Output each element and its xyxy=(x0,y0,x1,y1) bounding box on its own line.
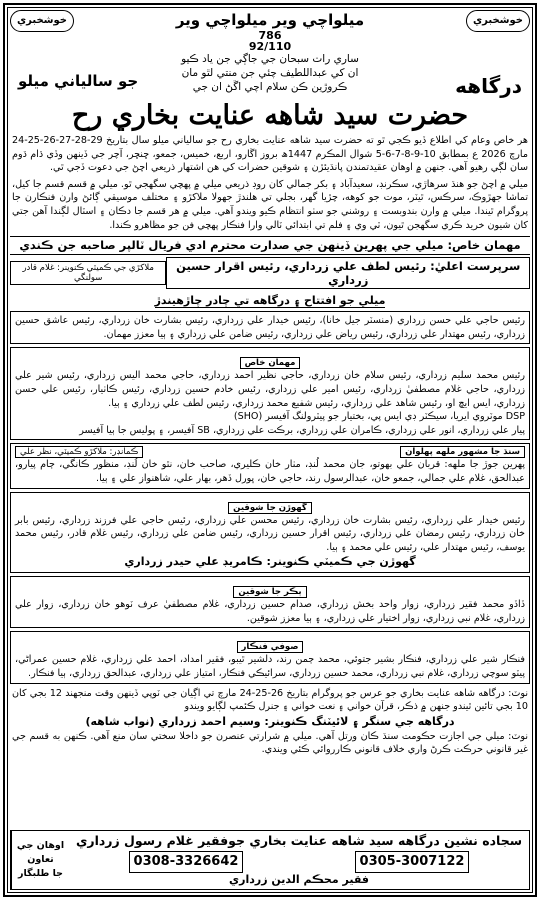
horses-label: گهوڙن جا شوقين xyxy=(228,502,312,514)
horse-committee-line: گهوڙن جي ڪميٽي ڪنوينر: ڪامريڊ علي حيدر زرداري xyxy=(124,555,416,569)
phone-number-2: 0308-3326642 xyxy=(129,851,244,873)
dsp-line: DSP موٽروي ايريا، سيڪٽر ڊي ايس پي، بختيار جو پيٽرولنگ آفيسر (SHO) xyxy=(233,411,525,423)
section-music xyxy=(10,631,530,683)
wrestlers-text: پهرين جوڙ جا ملهه: قربان علي بهوتو، جان محمد لُنڊ، مٺار خان ڪليري، صاحب خان، نٿو خان لُنڊ، منظور ڪانگي، ڄام پيارو، عبدالحق، غلام علي جمالي، جمعو خان، عبدالرسول رند، حاجي خان، ڀورل ڏهر، بهار علي، شاهنواز علي ۽ ٻيا. xyxy=(15,459,525,484)
opening-heading: ميلي جو افتتاح ۽ درگاهه تي چادر چاڙهيندڙ xyxy=(154,294,386,308)
good-news-badge-left: خوشخبري xyxy=(10,10,74,32)
code-number: 92/110 xyxy=(248,40,292,53)
section-horses xyxy=(10,492,530,574)
phone-number-1: 0305-3007122 xyxy=(355,851,470,873)
patron-row xyxy=(10,257,530,289)
good-news-badge-right: خوشخبري xyxy=(466,10,530,32)
dargah-label: درگاهه xyxy=(455,74,522,98)
opening-guests-text: رئيس حاجي علي حسن زرداري (منسٽر جيل خانا)، رئيس خيدار علي زرداري، رئيس بشارت خان زرداري، رئيس عاشق حسين زرداري، رئيس مهتدار علي زرداري، رئيس رياض علي زرداري، رئيس ضامن علي زرداري ۽ ٻيا معزز مهمان. xyxy=(15,315,525,340)
sb-line: پيار علي زرداري، انور علي زرداري، ڪامران علي زرداري، برڪت علي زرداري، SB آفيسر، ۽ پوليس جا ٻيا آفيسر xyxy=(79,424,525,436)
footer-main xyxy=(69,831,529,889)
patron-box: سرپرست اعليٰ: رئيس لطف علي زرداري، رئيس اقرار حسين زرداري xyxy=(166,257,530,289)
intro-paragraph: هر خاص وعام کي اطلاع ڏيو ڪجي ٿو ته حضرت سيد شاهه عنايت بخاري رح جو سالياني ميلو سال بتاريخ 29-28-27-26-25-24 مارچ 2026 ع بمطابق 10-9-8-7-6-5 شوال المڪرم 1447ھ بروز اڱارو، اربع، خميس، جمعو، ڇنڇر، آچر جي ڏينهن وڏي ڌام ڌوم سان لڳي رهيو آهي. جنهن ۾ اوهان عقيدتمندن پانڌيئڙن ۽ شوقين حضرات کي هن اشتهار ذريعي اچڻ جي دعوت ڏجي ٿي. xyxy=(12,135,528,174)
wrestlers-note: ڪمانڊر: ملاکڙو ڪميٽي، نظر علي xyxy=(15,446,143,458)
poster-content xyxy=(10,10,530,890)
mela-name: جو سالياني ميلو xyxy=(18,72,139,90)
bismillah-number: 786 xyxy=(258,29,282,42)
singers-line: درگاهه جي سنگر ۽ لائيٽنگ ڪنوينر: وسيم احمد زرداري (نواب شاهه) xyxy=(85,714,455,728)
special-guests-text: رئيس محمد سليم زرداري، رئيس سلام خان زرداري، حاجي نظير احمد زرداري، حاجي محمد اليس زرداري، رئيس شير علي زرداري، حاجي غلام مصطفيٰ زرداري، رئيس امير علي زرداري، رئيس خادم حسين زرداري، رئيس ڪاٺيار، رئيس علي حسن زرداري، ايس ايڇ او، رئيس شاهد علي زرداري، رئيس شفيع محمد زرداري، رئيس لطف علي زرداري ۽ ٻيا. xyxy=(15,370,525,409)
main-title: حضرت سيد شاهه عنايت بخاري رح xyxy=(71,100,469,131)
wrestlers-label-row xyxy=(15,446,525,458)
horses-text: رئيس خيدار علي زرداري، رئيس بشارت خان زرداري، رئيس محسن علي زرداري، رئيس حاجي علي فرزند زرداري، رئيس بابر خان زرداري، رئيس رمضان علي زرداري، رئيس اقرار حسين زرداري، رئيس ضامن علي زرداري، رئيس غلام قادر، رئيس محمد يوسف، رئيس مهتدار علي، رئيس علي محمد ۽ ٻيا. xyxy=(15,514,525,553)
chief-guest-line: مهمان خاص: ميلي جي پهرين ڏينهن جي صدارت محترم ادي فريال ٽالپر صاحبه جن ڪندي xyxy=(10,236,530,255)
footer-side-box xyxy=(11,831,69,889)
wrestling-convener-box: ملاکڙي جي ڪميٽي ڪنوينر: غلام قادر سولنگي xyxy=(10,261,166,285)
section-wrestlers xyxy=(10,443,530,488)
invocation-line-1: ساري رات سبحان جي جاڳي جن ياد ڪيو xyxy=(181,53,359,65)
music-text: فنڪار شير علي زرداري، فنڪار بشير جتوئي، محمد ڄمن رند، دلشير ٿيبو، فقير امداد، احمد علي زرداري، غلام حسين عمراڻي، پيٽو سوچي زرداري، غلام نبي زرداري، محمد حسين زرداري، سرائيڪي فنڪار، امتياز علي زرداري، عبدالحق زرداري، ٻيا فنڪار. xyxy=(15,654,525,680)
section-opening-guests xyxy=(10,311,530,344)
section-cattle xyxy=(10,576,530,628)
footer-title: سجاده نشين درگاهه سيد شاهه عنايت بخاري جوفقير غلام رسول زرداري xyxy=(75,833,523,848)
cattle-label: ٻڪر جا شوقين xyxy=(233,586,306,598)
urs-note: نوٽ: درگاهه شاهه عنايت بخاري جو عرس جو پروگرام بتاريخ 26-25-24 مارچ تي اڳيان جي ٽوپي ڏينهن وقت منجهند 12 بجي کان 10 بجي تائين ٿيندو جنهن ۾ ذڪر، قرآن خواني ۽ نعت خواني ۽ جنرل ڪئمپ لڳايو ويندو xyxy=(12,687,528,713)
special-guests-label: مهمان خاص xyxy=(240,357,301,369)
footer-subtitle: فقير محڪم الدين زرداري xyxy=(229,873,369,886)
footer-side-line-2: جا طلبگار xyxy=(18,868,63,879)
footer xyxy=(10,830,530,890)
section-special-guests xyxy=(10,347,530,440)
wrestlers-label: سنڌ جا مشهور ملهه پهلوان xyxy=(400,446,525,458)
header xyxy=(10,10,530,98)
invocation-line-2: ان کي عبداللطيف چئي جن منتي لٿو مان xyxy=(181,67,359,79)
footer-side-line-1: اوهان جي تعاون xyxy=(16,840,65,865)
music-label: صوفي فنڪار xyxy=(237,641,304,653)
cattle-text: ڏاڏو محمد فقير زرداري، زوار واحد بخش زرداري، صدام حسين زرداري، غلام مصطفيٰ عرف ٽوهو خان زرداري، زوار علي زرداري، غلام نبي زرداري، زوار اختيار علي زرداري، ۽ ٻيا معزز شوقين. xyxy=(15,599,525,624)
footer-phones xyxy=(69,851,529,873)
warning-note: نوٽ: ميلي جي اجازت حڪومت سنڌ ڪان ورتل آهي. ميلي ۾ شرارتي عنصرن جو داخلا سختي سان منع آهي. ڪنهن به قسم جي غير قانوني حرڪت ڪرڻ واري خلاف قانوني ڪارروائي ڪئي ويندي. xyxy=(12,730,528,756)
top-title: ميلواچي وير ميلواچي وير xyxy=(175,11,365,29)
venue-paragraph: ميلي ۾ اچڻ جو هنڌ سرهاڙي، سڪرنڊ، سعيدآباد ۽ بکر جمالي کان روڊ ذريعي ميلي ۾ پهچي سگهجي ٿو. ميلي ۾ قسم قسم جا کيل، تماشا جهڙوڪ، سرڪس، ٿيٽر، موت جو کوهه، چڙيا گهر، بجلي تي هلندڙ جهولا ملاکڙو ۽ مختلف موسيقي ڳائڻ وارن فنڪارن جا پروگرام ٿيندا. ميلي ۾ وارن بندوبست ۽ روشني جو سٺو انتظام ڪيو ويندو آهي. ميلي ۾ هر قسم جا دڪان ۽ اسٽال لڳندا آهن جتي کان شيون خريد ڪري سگهجن ٿيون، ٽي وي ۽ فلم تي ابتدائي ٽالي وارا فنڪار پهچي فن جو مظاهرو ڪندا. xyxy=(12,178,528,231)
invocation-line-3: ڪروڙين ڪن سلام اچي اڱڻ ان جي xyxy=(192,81,348,93)
